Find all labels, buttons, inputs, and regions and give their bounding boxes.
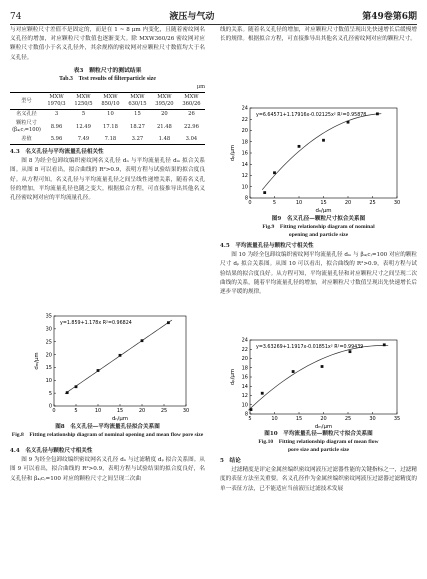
- table-corner: 型号: [10, 93, 43, 110]
- data-point: [141, 339, 144, 342]
- intro-paragraph: 与对应颗粒尺寸差值不是固定的，而是在 1 ~ 8 μm 内变化，且随着密纹网名义孔径的增加，对应颗粒尺寸数值也逐渐变大。除 MXW360/26 密纹网对应颗粒尺寸数值小于名义孔径外，其余规格的密纹网对应颗粒尺寸数值均大于名义孔径。: [10, 27, 205, 61]
- y-tick-label: 22: [241, 346, 248, 353]
- right-column-bottom: [220, 457, 417, 494]
- table-cell: 18.27: [130, 123, 145, 130]
- y-tick-label: 25: [45, 339, 52, 346]
- table-cell: 8.96: [50, 123, 63, 130]
- x-tick-label: 15: [116, 408, 124, 414]
- conclusion-paragraph: 过滤精度是评定金属丝编织密纹网液压过滤器性能的关键指标之一，过滤精度的表征方法至关重要。名义孔径作为金属丝编织密纹网液压过滤器过滤精度的单一表征方法，已不能适应当前液压过滤技术发展: [220, 467, 417, 492]
- y-tick-label: 10: [45, 377, 52, 384]
- table-cell: 3: [54, 111, 59, 118]
- x-tick-label: 5: [272, 200, 277, 206]
- table-header: MXW 1250/5: [70, 93, 97, 110]
- table-row: [10, 119, 205, 135]
- row-label: 名义孔径: [16, 111, 37, 118]
- figure-8-caption-en: Fig.8 Fitting relationship diagram of nominal opening and mean flow pore size: [11, 432, 204, 438]
- x-tick-label: 30: [182, 408, 190, 414]
- data-point: [97, 369, 100, 372]
- y-tick-label: 16: [241, 374, 248, 381]
- table-cell: 22.96: [184, 123, 199, 130]
- table-cell: 5.96: [43, 135, 70, 145]
- section-4-3-heading: 4.3 名义孔径与平均流量孔径相关性: [10, 149, 104, 156]
- fit-curve: [262, 114, 381, 190]
- data-point: [263, 191, 266, 194]
- x-tick-label: 10: [295, 200, 303, 206]
- y-tick-label: 18: [241, 139, 248, 146]
- table-header: MXW 360/26: [178, 93, 205, 110]
- table-header: MXW 395/20: [151, 93, 178, 110]
- results-table: [10, 92, 205, 145]
- row-label: 差值: [10, 135, 43, 145]
- x-tick-label: 20: [138, 408, 146, 414]
- x-tick-label: 10: [271, 416, 278, 422]
- y-tick-label: 24: [241, 105, 248, 112]
- table-cell: 3.04: [178, 135, 205, 145]
- y-tick-label: 16: [241, 150, 248, 157]
- table-cell: 15: [134, 111, 141, 118]
- y-tick-label: 12: [241, 173, 248, 180]
- figure-8-caption: [10, 423, 205, 439]
- issue-label: 第49卷第6期: [362, 12, 417, 22]
- y-tick-label: 14: [241, 161, 248, 168]
- x-tick-label: 25: [344, 416, 352, 422]
- table-cell: 7.18: [97, 135, 124, 145]
- x-tick-label: 20: [344, 200, 352, 206]
- figure-9-caption-en-1: Fig.9 Fitting relationship diagram of nominal: [262, 224, 375, 230]
- fit-curve: [249, 345, 389, 410]
- plot-frame: [54, 316, 186, 406]
- figure-9-caption-en-2: opening and particle size: [288, 232, 349, 238]
- data-point: [273, 171, 276, 174]
- x-tick-label: 35: [393, 416, 401, 422]
- data-point: [167, 321, 170, 324]
- section-4-4-paragraph: 图 9 为经全包卸纹编织密纹网名义孔径 dₙ 与过滤精度 dₚ 拟合关系图。从图 9 可以看出，拟合曲线的 R²>0.9，表明方程与试验结果的拟合度良好，名义孔径和 β₄₍c₎=100 对应的颗粒尺寸之间呈现二次曲: [10, 457, 205, 482]
- data-point: [321, 365, 324, 368]
- y-tick-label: 8: [244, 195, 248, 202]
- fit-equation: y=1.859+1.178x R²=0.96824: [60, 321, 132, 326]
- figure-9-caption-cn: 图9 名义孔径—颗粒尺寸拟合关系图: [271, 216, 366, 222]
- figure-10-caption-en-1: Fig.10 Fitting relationship diagram of mean flow: [258, 439, 379, 445]
- data-point: [119, 354, 122, 357]
- table-header: MXW 850/10: [97, 93, 124, 110]
- table-cell: 17.18: [103, 123, 118, 130]
- data-point: [349, 350, 352, 353]
- y-tick-label: 20: [45, 352, 52, 359]
- figure-10-caption-cn: 图10 平均流量孔径—颗粒尺寸拟合关系图: [264, 431, 373, 437]
- data-point: [322, 139, 325, 142]
- row-label: 颗粒尺寸 (β₄₍c₎=100): [12, 120, 41, 134]
- y-axis-label: dₚ/μm: [230, 368, 236, 386]
- left-column: [10, 26, 205, 203]
- y-axis-label: dₚ/μm: [230, 144, 236, 162]
- y-tick-label: 20: [241, 128, 248, 135]
- y-axis-label: dₘ/μm: [34, 352, 40, 370]
- table-cell: 5: [81, 111, 86, 118]
- data-point: [347, 121, 350, 124]
- section-4-5-paragraph: 图 10 为经全包卸纹编织密纹网平均流量孔径 dₘ 与 β₄₍c₎=100 对应的颗粒尺寸 dₚ 拟合关系图。从图 10 可以看出，拟合曲线的 R²>0.9，表明方程与试验结果的拟合度良好。从方程可知，平均流量孔径和对应颗粒尺寸之间呈现二次曲线的关系，随着平均流量孔径的增加，对应颗粒尺寸数值呈现出先快速增长后逐步平缓的规律。: [220, 252, 417, 296]
- y-tick-label: 10: [241, 184, 248, 191]
- data-point: [292, 370, 295, 373]
- table-caption-en: Tab.3 Test results of filterparticle size: [59, 75, 156, 82]
- table-cell: 26: [188, 111, 195, 118]
- journal-title: 液压与气动: [169, 12, 215, 22]
- fit-equation: y=3.63269+1.1917x-0.01851x² R²=0.99439: [256, 345, 364, 350]
- figure-10-chart: [228, 336, 403, 430]
- y-tick-label: 5: [48, 390, 52, 397]
- y-tick-label: 8: [244, 411, 248, 418]
- y-tick-label: 10: [241, 402, 248, 409]
- table-header: MXW 630/15: [124, 93, 151, 110]
- data-point: [261, 392, 264, 395]
- x-tick-label: 30: [393, 200, 401, 206]
- figure-10-caption-en-2: pore size and particle size: [287, 447, 350, 453]
- y-tick-label: 0: [48, 403, 52, 410]
- section-4-4-heading: 4.4 名义孔径与颗粒尺寸相关性: [10, 448, 93, 454]
- running-header: [10, 6, 417, 25]
- fit-equation: y=6.64571+1.17916x-0.02125x² R²=0.95878: [256, 113, 367, 118]
- x-axis-label: dₘ/μm: [314, 424, 333, 430]
- x-tick-label: 10: [94, 408, 102, 414]
- x-axis-label: dₙ/μm: [111, 416, 129, 422]
- data-point: [66, 391, 69, 394]
- x-tick-label: 30: [369, 416, 376, 422]
- y-tick-label: 14: [241, 383, 248, 390]
- x-tick-label: 0: [248, 200, 252, 206]
- x-axis-label: dₙ/μm: [315, 208, 332, 214]
- y-tick-label: 35: [45, 313, 52, 320]
- table-row: [10, 110, 205, 120]
- figure-8-caption-cn: 图8 名义孔径—平均流量孔径拟合关系图: [55, 424, 160, 430]
- table-cell: 1.48: [151, 135, 178, 145]
- table-cell: 20: [161, 111, 168, 118]
- y-tick-label: 18: [241, 365, 248, 372]
- data-point: [75, 385, 78, 388]
- x-tick-label: 15: [320, 200, 327, 206]
- section-4-3-paragraph: 图 8 为经全包卸纹编织密纹网名义孔径 dₙ 与平均流量孔径 dₘ 拟合关系图。从图 8 可以看出，拟合曲线的 R²>0.9，表明方程与试验结果的拟合度良好。从方程可知，名义孔径与平均流量孔径之间呈线性递增关系，随着名义孔径的增加，平均流量孔径也随之变大。根据拟合方程，可直接推导出其他名义孔径密纹网对应的平均流量孔径。: [10, 158, 205, 202]
- x-tick-label: 15: [295, 416, 303, 422]
- plot-frame: [250, 340, 397, 414]
- continued-paragraph: 线的关系。随着名义孔径的增加，对应颗粒尺寸数值呈现出先快速增长后缓慢增长的规律。根据拟合方程，可直接推导出其他名义孔径密纹网对应的颗粒尺寸。: [220, 27, 417, 43]
- figure-8-chart: [32, 312, 192, 422]
- data-point: [376, 112, 379, 115]
- table-cell: 10: [107, 111, 114, 118]
- right-column-middle: [220, 242, 417, 297]
- table-cell: 12.49: [76, 123, 91, 130]
- page-number: 74: [10, 12, 22, 22]
- left-column-bottom: [10, 447, 205, 484]
- data-point: [250, 408, 253, 411]
- table-row: [10, 135, 205, 145]
- x-tick-label: 0: [52, 408, 56, 414]
- x-tick-label: 20: [320, 416, 327, 422]
- x-tick-label: 5: [248, 416, 252, 422]
- y-tick-label: 30: [45, 326, 52, 333]
- figure-9-caption: [220, 215, 417, 239]
- y-tick-label: 12: [241, 393, 248, 400]
- table-cell: 21.48: [157, 123, 172, 130]
- table-unit: μm: [196, 83, 205, 90]
- x-tick-label: 25: [160, 408, 168, 414]
- y-tick-label: 15: [45, 365, 52, 372]
- plot-frame: [250, 108, 397, 198]
- y-tick-label: 22: [241, 116, 248, 123]
- figure-9-chart: [228, 104, 403, 214]
- table-header: MXW 1970/3: [43, 93, 70, 110]
- data-point: [298, 145, 301, 148]
- table-cell: 7.49: [70, 135, 97, 145]
- right-column-top: [220, 26, 417, 44]
- y-tick-label: 24: [241, 337, 248, 344]
- fit-curve: [65, 320, 172, 394]
- y-tick-label: 20: [241, 356, 248, 363]
- section-5-heading: 5 结论: [220, 458, 241, 464]
- section-4-5-heading: 4.5 平均流量孔径与颗粒尺寸相关性: [220, 243, 314, 249]
- x-tick-label: 25: [369, 200, 376, 206]
- x-tick-label: 5: [74, 408, 78, 414]
- figure-10-caption: [220, 430, 417, 454]
- table-caption-cn: 表3 颗粒尺寸的测试结果: [73, 67, 142, 74]
- table-cell: 3.27: [124, 135, 151, 145]
- data-point: [383, 343, 386, 346]
